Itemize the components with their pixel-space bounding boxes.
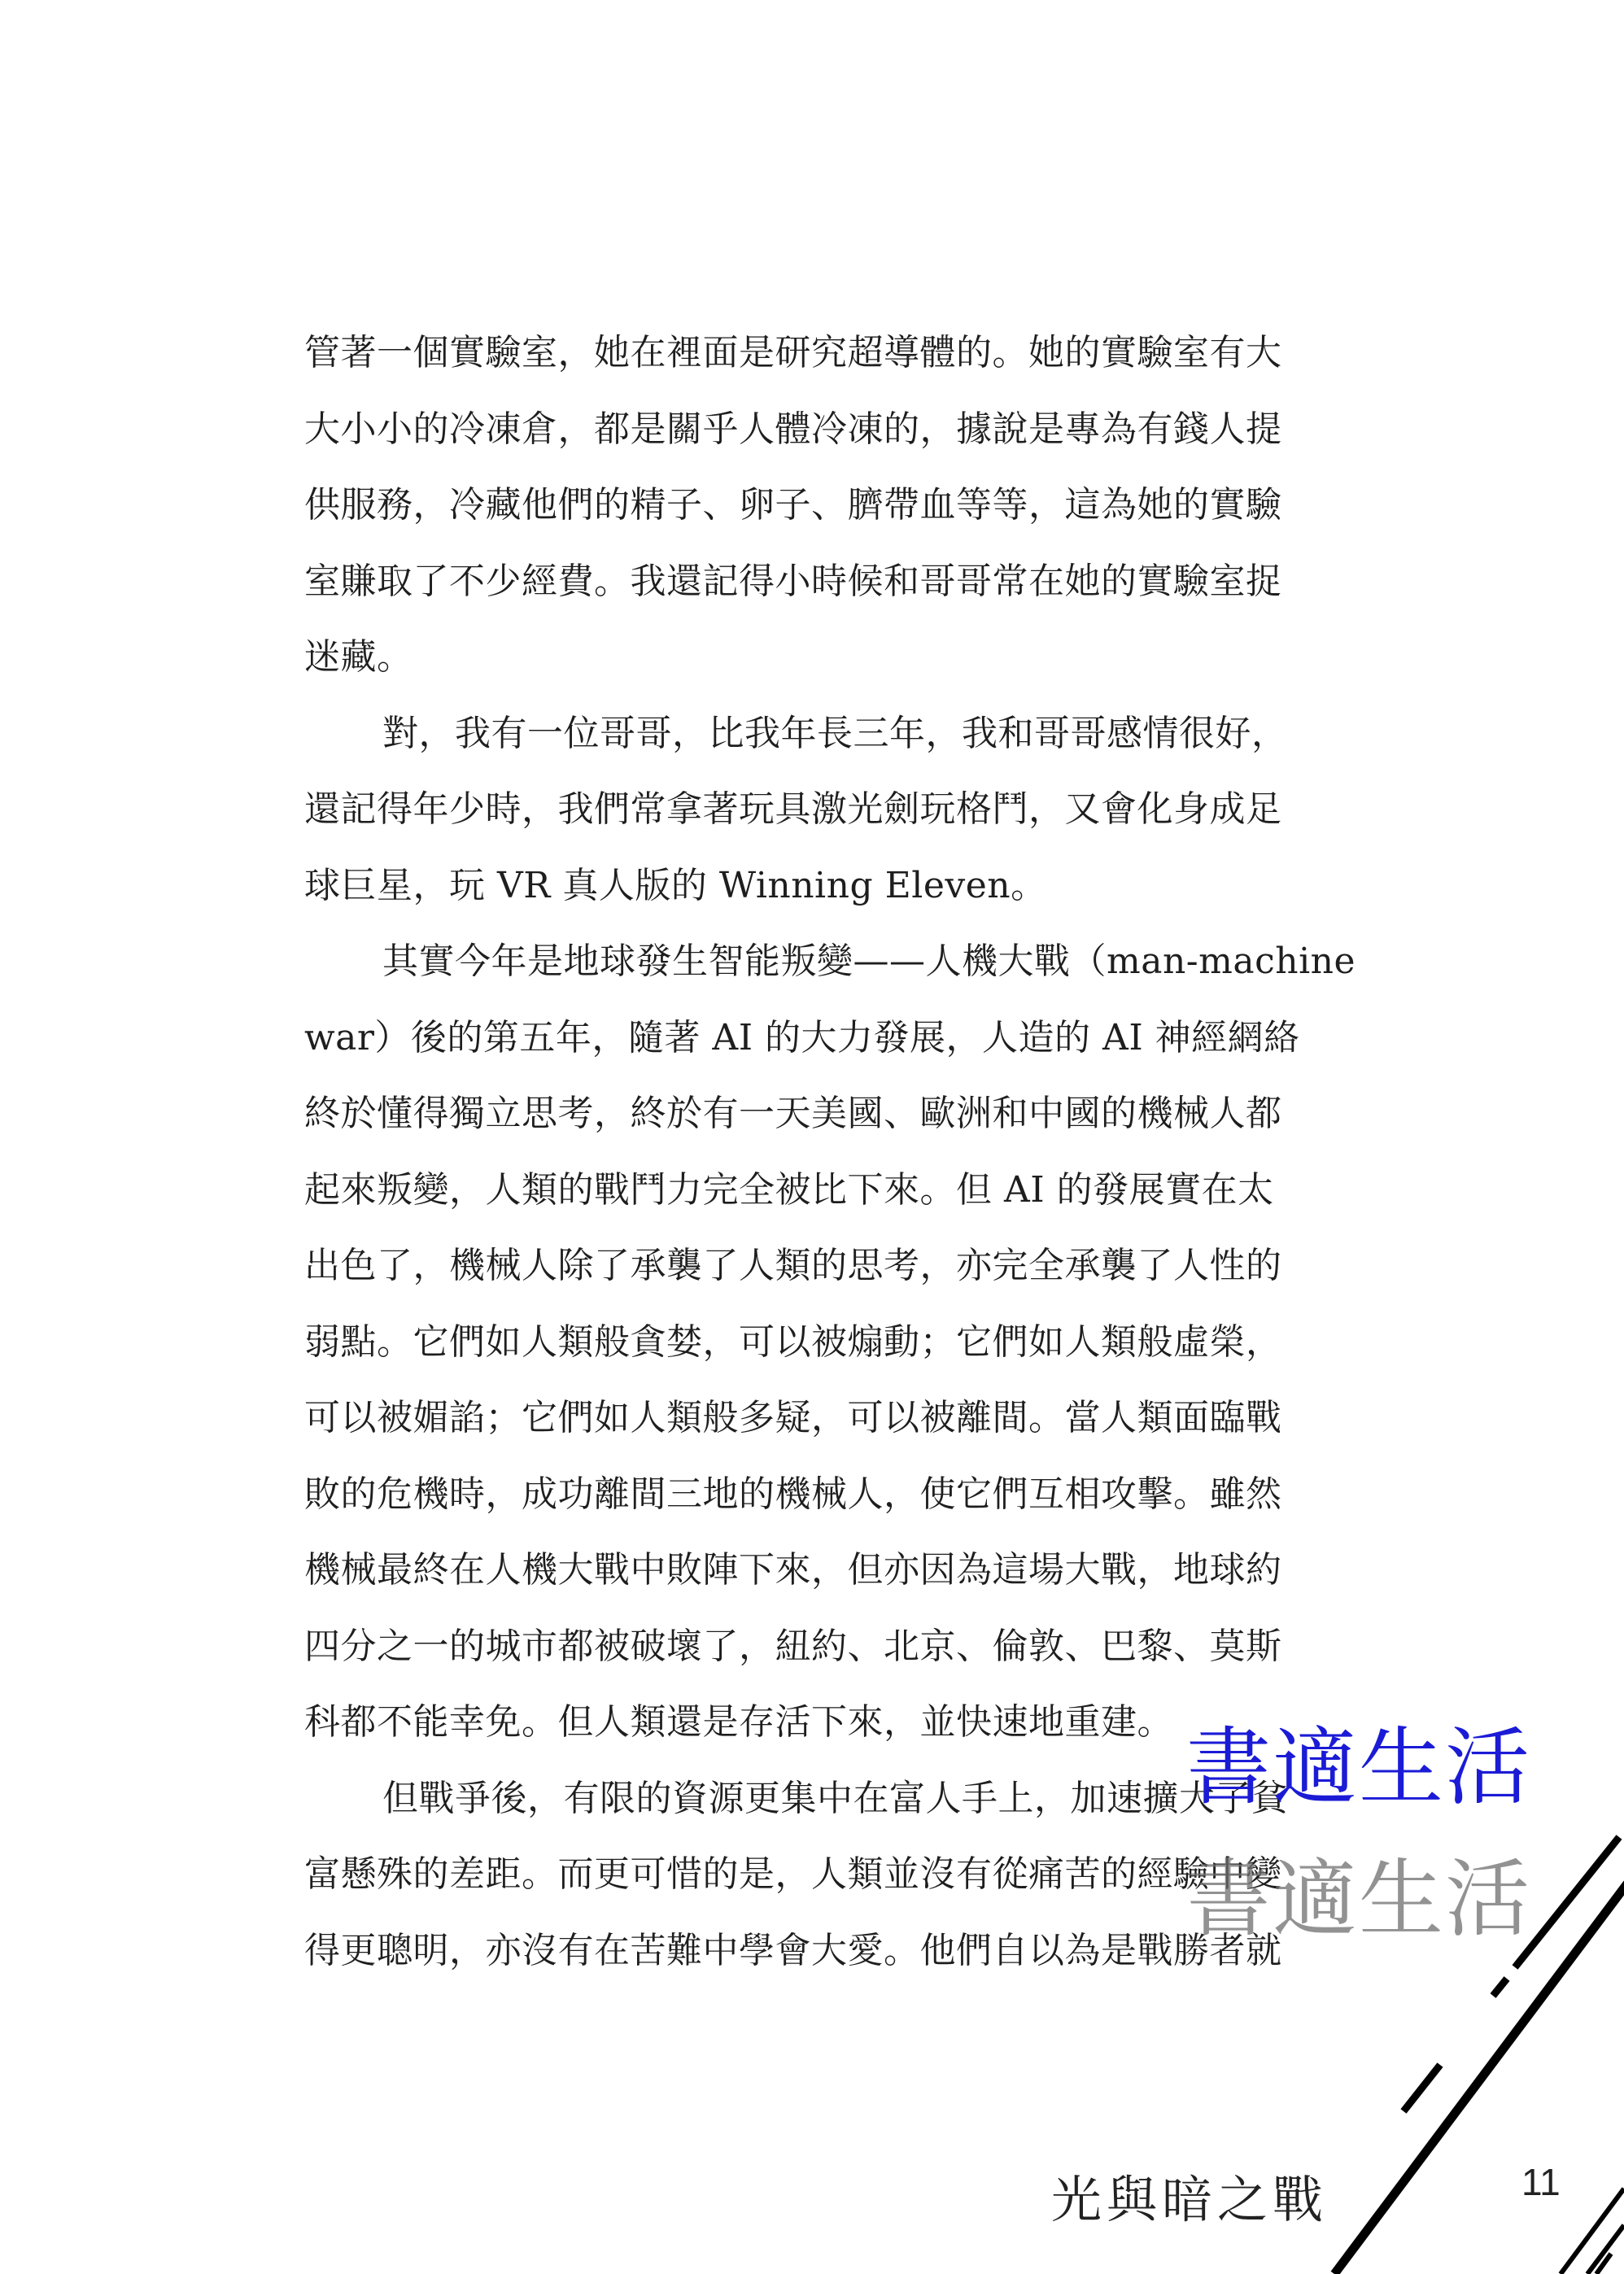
watermark-secondary: 書適生活 bbox=[1186, 1849, 1532, 1949]
text-line: 對，我有一位哥哥，比我年長三年，我和哥哥感情很好， bbox=[382, 712, 1288, 754]
text-line: 室賺取了不少經費。我還記得小時候和哥哥常在她的實驗室捉 bbox=[304, 560, 1282, 602]
footer-book-title: 光與暗之戰 bbox=[1051, 2170, 1329, 2229]
watermark-primary: 書適生活 bbox=[1186, 1718, 1532, 1817]
short-diagonal-stripe bbox=[1561, 2189, 1624, 2274]
dash-diagonal-stripe bbox=[1404, 2065, 1440, 2111]
text-line: 管著一個實驗室，她在裡面是研究超導體的。她的實驗室有大 bbox=[304, 332, 1282, 373]
text-line: 供服務，冷藏他們的精子、卵子、臍帶血等等，這為她的實驗 bbox=[304, 484, 1282, 526]
text-line: 科都不能幸免。但人類還是存活下來，並快速地重建。 bbox=[304, 1701, 1173, 1743]
page-number: 11 bbox=[1521, 2161, 1561, 2203]
text-line: 大小小的冷凍倉，都是關乎人體冷凍的，據說是專為有錢人提 bbox=[304, 408, 1282, 450]
text-line: 終於懂得獨立思考，終於有一天美國、歐洲和中國的機械人都 bbox=[304, 1093, 1282, 1134]
text-line: 出色了，機械人除了承襲了人類的思考，亦完全承襲了人性的 bbox=[304, 1245, 1282, 1286]
text-line: war）後的第五年，隨著 AI 的大力發展，人造的 AI 神經網絡 bbox=[304, 1016, 1300, 1058]
text-line: 富懸殊的差距。而更可惜的是，人類並沒有從痛苦的經驗中變 bbox=[304, 1853, 1282, 1895]
text-line: 起來叛變，人類的戰鬥力完全被比下來。但 AI 的發展實在太 bbox=[304, 1168, 1274, 1211]
text-line: 其實今年是地球發生智能叛變——人機大戰（man-machine bbox=[382, 941, 1356, 982]
text-line: 四分之一的城市都被破壞了，紐約、北京、倫敦、巴黎、莫斯 bbox=[304, 1625, 1282, 1667]
dash-diagonal-stripe bbox=[1493, 1979, 1507, 1996]
text-line: 球巨星，玩 VR 真人版的 Winning Eleven。 bbox=[304, 864, 1047, 906]
text-line: 但戰爭後，有限的資源更集中在富人手上，加速擴大了貧 bbox=[382, 1777, 1288, 1819]
text-line: 機械最終在人機大戰中敗陣下來，但亦因為這場大戰，地球約 bbox=[304, 1549, 1282, 1591]
text-line: 還記得年少時，我們常拿著玩具激光劍玩格鬥，又會化身成足 bbox=[304, 788, 1282, 830]
text-line: 可以被媚諂；它們如人類般多疑，可以被離間。當人類面臨戰 bbox=[304, 1397, 1282, 1438]
text-line: 敗的危機時，成功離間三地的機械人，使它們互相攻擊。雖然 bbox=[304, 1473, 1282, 1515]
text-line: 弱點。它們如人類般貪婪，可以被煽動；它們如人類般虛榮， bbox=[304, 1320, 1282, 1363]
text-line: 得更聰明，亦沒有在苦難中學會大愛。他們自以為是戰勝者就 bbox=[304, 1929, 1282, 1971]
text-line: 迷藏。 bbox=[304, 636, 413, 678]
